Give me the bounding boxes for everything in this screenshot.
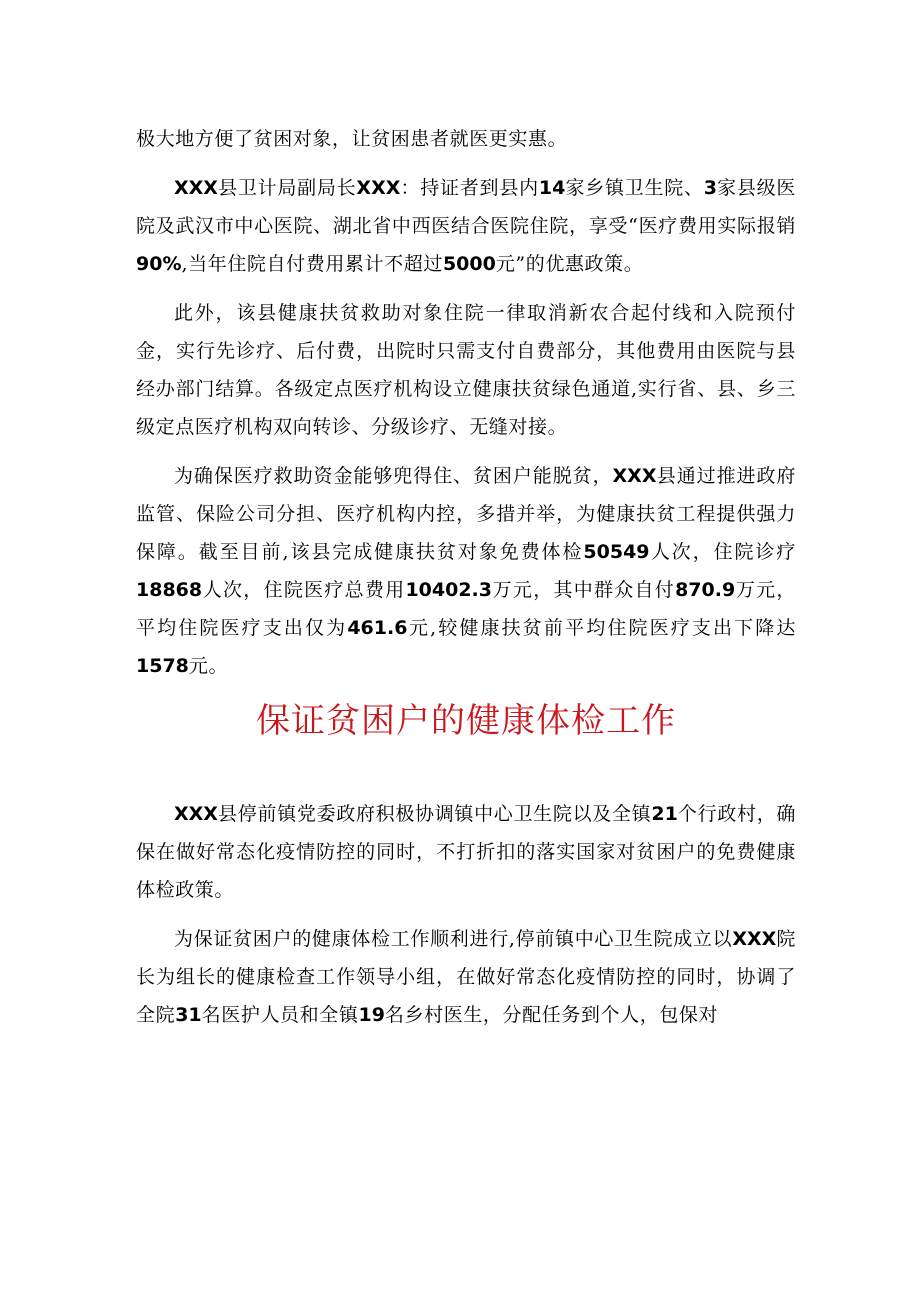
paragraph: 为确保医疗救助资金能够兜得住、贫困户能脱贫，XXX县通过推进政府监管、保险公司分担、医疗机构内控，多措并举，为健康扶贫工程提供强力保障。截至目前,该县完成健康扶贫对象免费体检50549人次，住院诊疗18868人次，住院医疗总费用10402.3万元，其中群众自付870.9万元，平均住院医疗支出仅为461.6元,较健康扶贫前平均住院医疗支出下降达1578元。 bbox=[136, 465, 796, 677]
section-spacer bbox=[136, 747, 796, 795]
paragraph: 此外，该县健康扶贫救助对象住院一律取消新农合起付线和入院预付金，实行先诊疗、后付费，出院时只需支付自费部分，其他费用由医院与县经办部门结算。各级定点医疗机构设立健康扶贫绿色通道,实行省、县、乡三级定点医疗机构双向转诊、分级诊疗、无缝对接。 bbox=[136, 302, 796, 438]
paragraph: XXX县卫计局副局长XXX：持证者到县内14家乡镇卫生院、3家县级医院及武汉市中心医院、湖北省中西医结合医院住院，享受“医疗费用实际报销90%,当年住院自付费用累计不超过5000元”的优惠政策。 bbox=[136, 177, 797, 275]
document-page bbox=[136, 120, 796, 1034]
section-heading: 保证贫困户的健康体检工作 bbox=[256, 701, 676, 741]
paragraph: 为保证贫困户的健康体检工作顺利进行,停前镇中心卫生院成立以XXX院长为组长的健康检查工作领导小组，在做好常态化疫情防控的同时，协调了全院31名医护人员和全镇19名乡村医生，分配任务到个人，包保对 bbox=[136, 928, 796, 1026]
paragraph: XXX县停前镇党委政府积极协调镇中心卫生院以及全镇21个行政村，确保在做好常态化疫情防控的同时，不打折扣的落实国家对贫困户的免费健康体检政策。 bbox=[136, 803, 797, 901]
paragraph: 极大地方便了贫困对象，让贫困患者就医更实惠。 bbox=[136, 128, 568, 150]
